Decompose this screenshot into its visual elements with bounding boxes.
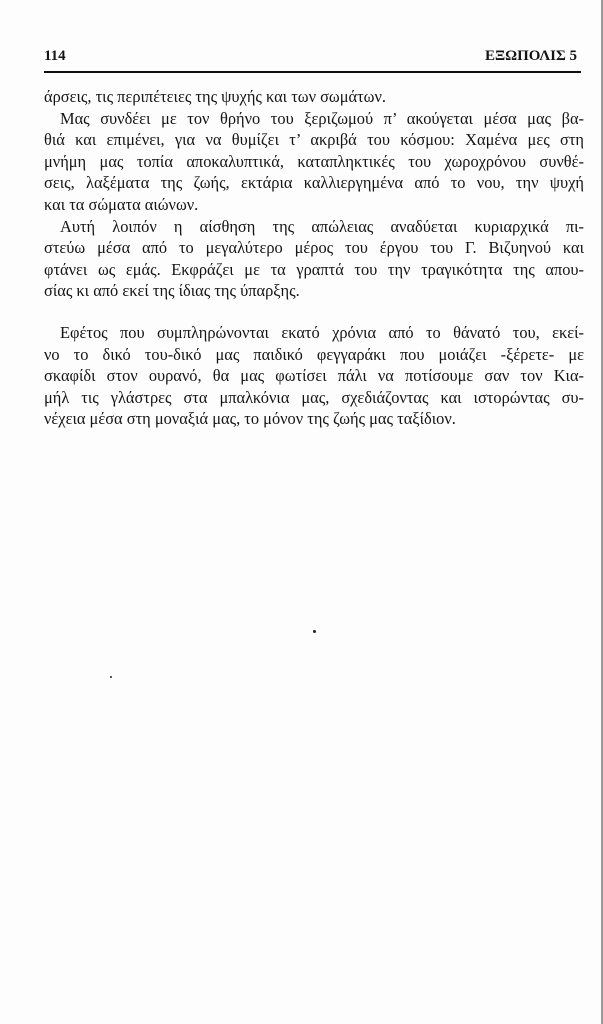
text-line: Μας συνδέει με τον θρήνο του ξεριζωμού π’ ακούγεται μέσα μας βα- xyxy=(60,108,584,128)
text-line: στεύω μέσα από το μεγαλύτερο μέρος του έργου του Γ. Βιζυηνού και xyxy=(44,238,584,258)
text-line: και τα σώματα αιώνων. xyxy=(44,194,199,214)
paragraph-gap xyxy=(44,302,584,322)
text-line: σεις, λαξέματα της ζωής, εκτάρια καλλιεργημένα από το νου, την ψυχή xyxy=(44,173,584,193)
running-header xyxy=(44,48,577,68)
print-speck xyxy=(110,676,112,678)
text-line: σίας κι από εκεί της ίδιας της ύπαρξης. xyxy=(44,281,300,301)
page-number: 114 xyxy=(44,48,66,64)
text-line: μνήμη μας τοπία αποκαλυπτικά, καταπληκτικές του χωροχρόνου συνθέ- xyxy=(44,151,584,171)
journal-title: ΕΞΩΠΟΛΙΣ 5 xyxy=(484,48,577,64)
print-speck xyxy=(313,630,316,633)
text-line: θιά και επιμένει, για να θυμίζει τ’ ακριβά του κόσμου: Χαμένα μες στη xyxy=(44,130,584,150)
text-line: σκαφίδι στον ουρανό, θα μας φωτίσει πάλι να ποτίσουμε σαν τον Κια- xyxy=(44,366,584,386)
text-line: μήλ τις γλάστρες στα μπαλκόνια μας, σχεδιάζοντας και ιστορώντας συ- xyxy=(44,387,584,407)
text-line: Εφέτος που συμπληρώνονται εκατό χρόνια από το θάνατό του, εκεί- xyxy=(60,322,584,342)
header-rule xyxy=(44,71,581,73)
text-line: Αυτή λοιπόν η αίσθηση της απώλειας αναδύεται κυριαρχικά πι- xyxy=(60,216,584,236)
text-line: φτάνει ως εμάς. Εκφράζει με τα γραπτά του την τραγικότητα της απου- xyxy=(44,259,584,279)
text-line: νο το δικό του-δικό μας παιδικό φεγγαράκι που μοιάζει -ξέρετε- με xyxy=(44,344,584,364)
body-text xyxy=(44,86,584,430)
text-line: νέχεια μέσα στη μοναξιά μας, το μόνον της ζωής μας ταξίδιον. xyxy=(44,409,456,429)
text-line: άρσεις, τις περιπέτειες της ψυχής και των σωμάτων. xyxy=(44,87,386,106)
